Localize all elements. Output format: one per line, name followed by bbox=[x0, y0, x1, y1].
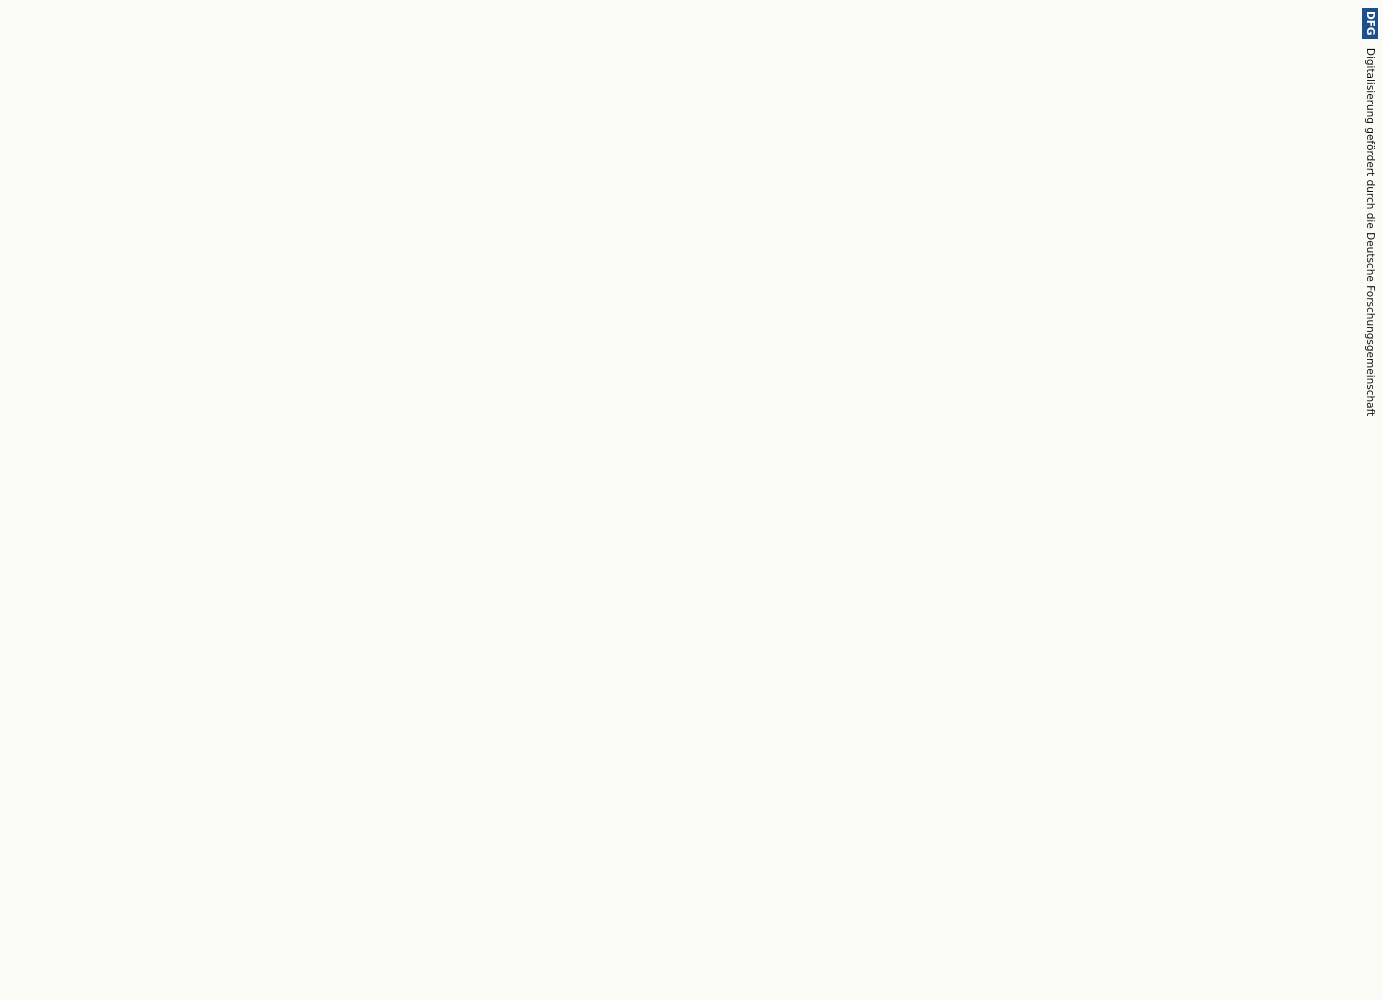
digitization-text: Digitalisierung gefördert durch die Deutsche Forschungsgemeinschaft bbox=[1364, 47, 1376, 417]
digitization-note bbox=[1362, 8, 1378, 993]
dfg-logo: DFG bbox=[1362, 8, 1378, 39]
